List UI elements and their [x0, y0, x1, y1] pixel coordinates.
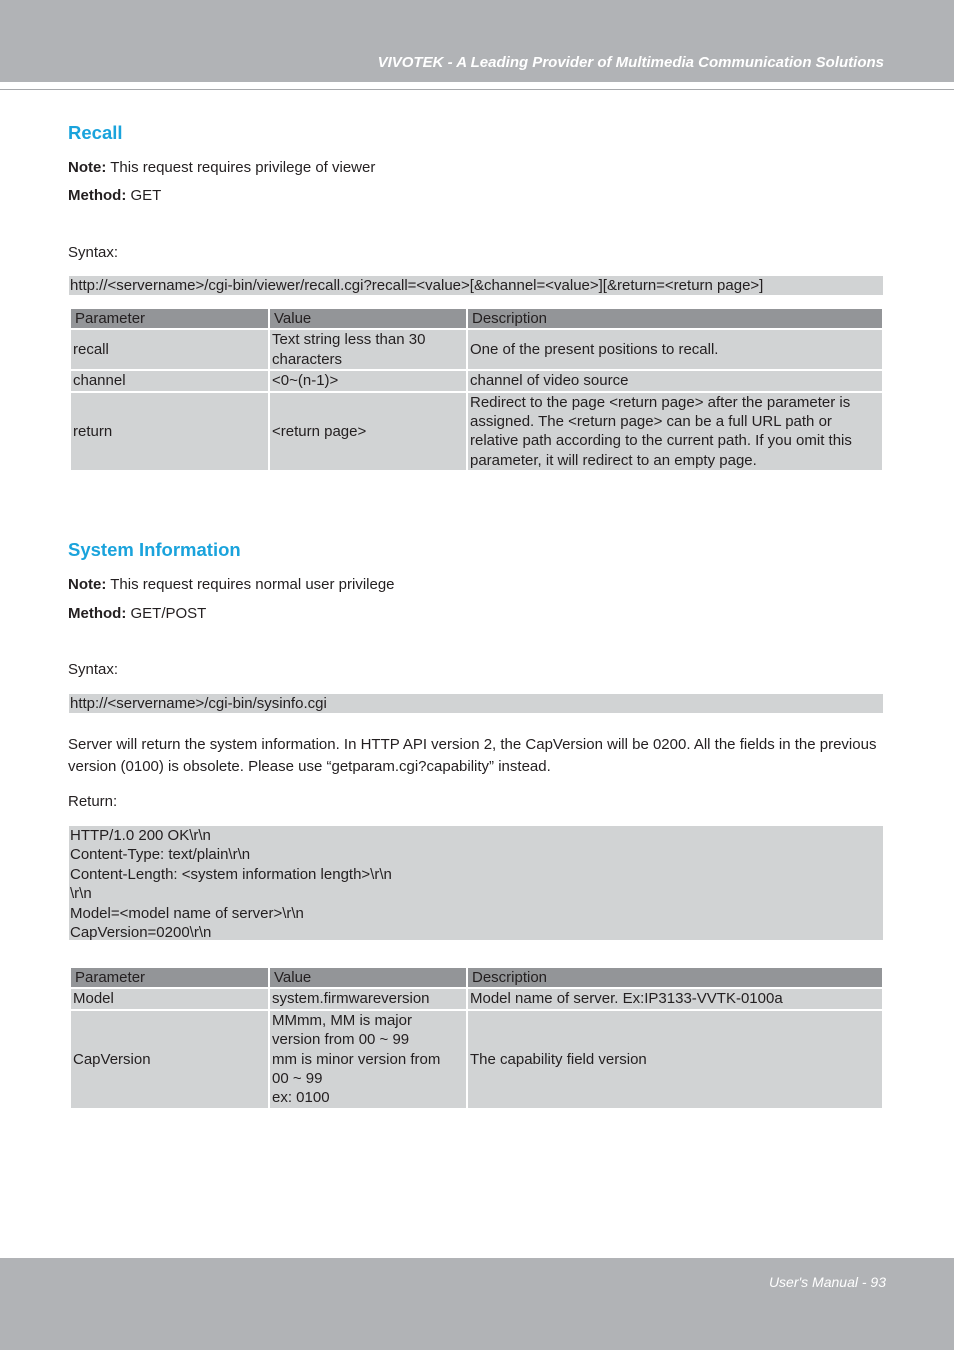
sysinfo-note [68, 576, 395, 593]
table-cell: Redirect to the page <return page> after the parameter is assigned. The <return page> can be a full URL path or relative path according to the current path. If you omit this parameter, it will redirect to an empty page. [467, 392, 883, 472]
table-cell: <0~(n-1)> [269, 370, 467, 391]
sysinfo-syntax-url: http://<servername>/cgi-bin/sysinfo.cgi [70, 695, 327, 712]
table-header-row [70, 308, 883, 329]
page-header [0, 0, 954, 82]
recall-title: Recall [68, 122, 123, 143]
sysinfo-parameter-table [69, 966, 884, 1110]
capversion-value-line: ex: 0100 [272, 1089, 330, 1107]
table-cell: Model name of server. Ex:IP3133-VVTK-0100a [467, 988, 883, 1009]
recall-syntax-url: http://<servername>/cgi-bin/viewer/recall.cgi?recall=<value>[&channel=<value>][&return=<return page>] [70, 277, 764, 294]
return-line: CapVersion=0200\r\n [70, 924, 212, 942]
return-line: HTTP/1.0 200 OK\r\n [70, 827, 211, 844]
header-tagline: VIVOTEK - A Leading Provider of Multimedia Communication Solutions [377, 54, 884, 71]
sysinfo-note-text: This request requires normal user privilege [110, 576, 395, 593]
table-cell: system.firmwareversion [269, 988, 467, 1009]
table-row [70, 1010, 883, 1109]
return-line: Content-Length: <system information length>\r\n [70, 865, 392, 883]
page-footer [0, 1258, 954, 1350]
table-cell: Model [70, 988, 269, 1009]
sysinfo-description: Server will return the system information. In HTTP API version 2, the CapVersion will be 0200. All the fields in the previous version (0100) is obsolete. Please use “getparam.cgi?capability” instead. [68, 736, 877, 775]
table-cell [269, 1010, 467, 1109]
table-row [70, 329, 883, 370]
recall-note-text: This request requires privilege of viewer [110, 159, 376, 176]
table-cell: channel of video source [467, 370, 883, 391]
recall-syntax-label: Syntax: [68, 244, 119, 261]
sysinfo-syntax-label: Syntax: [68, 661, 119, 678]
recall-method [68, 187, 161, 204]
capversion-value-line: MMmm, MM is major [272, 1011, 412, 1029]
sysinfo-title: System Information [68, 539, 241, 560]
table-cell: return [70, 392, 269, 472]
table-cell: One of the present positions to recall. [467, 329, 883, 370]
table-header-cell: Value [269, 967, 467, 988]
sysinfo-method [68, 605, 206, 622]
table-row [70, 392, 883, 472]
sysinfo-return-box [69, 826, 883, 940]
return-line: Model=<model name of server>\r\n [70, 904, 304, 922]
table-cell: Text string less than 30 characters [269, 329, 467, 370]
return-line: \r\n [70, 885, 92, 903]
return-line: Content-Type: text/plain\r\n [70, 846, 251, 864]
table-cell: CapVersion [70, 1010, 269, 1109]
table-cell: <return page> [269, 392, 467, 472]
table-header-cell: Value [269, 308, 467, 329]
sysinfo-method-value: GET/POST [130, 605, 207, 622]
table-cell: channel [70, 370, 269, 391]
table-cell: The capability field version [467, 1010, 883, 1109]
table-row [70, 370, 883, 391]
capversion-value-line: version from 00 ~ 99 [272, 1031, 410, 1049]
recall-note [68, 159, 375, 176]
capversion-value-line: 00 ~ 99 [272, 1070, 323, 1088]
table-header-cell: Description [467, 967, 883, 988]
table-header-cell: Description [467, 308, 883, 329]
header-divider [0, 89, 954, 90]
table-row [70, 988, 883, 1009]
capversion-value-line: mm is minor version from [272, 1050, 441, 1068]
footer-page-label: User's Manual - 93 [768, 1274, 886, 1290]
recall-parameter-table [69, 307, 884, 472]
recall-method-value: GET [130, 187, 162, 204]
table-header-cell: Parameter [70, 967, 269, 988]
sysinfo-return-label: Return: [68, 793, 118, 810]
recall-note-label: Note: [68, 159, 107, 176]
table-header-row [70, 967, 883, 988]
table-cell: recall [70, 329, 269, 370]
sysinfo-note-label: Note: [68, 576, 107, 593]
sysinfo-method-label: Method: [68, 605, 127, 622]
table-header-cell: Parameter [70, 308, 269, 329]
sysinfo-syntax-box [69, 694, 883, 713]
recall-syntax-box [69, 276, 883, 295]
recall-method-label: Method: [68, 187, 127, 204]
